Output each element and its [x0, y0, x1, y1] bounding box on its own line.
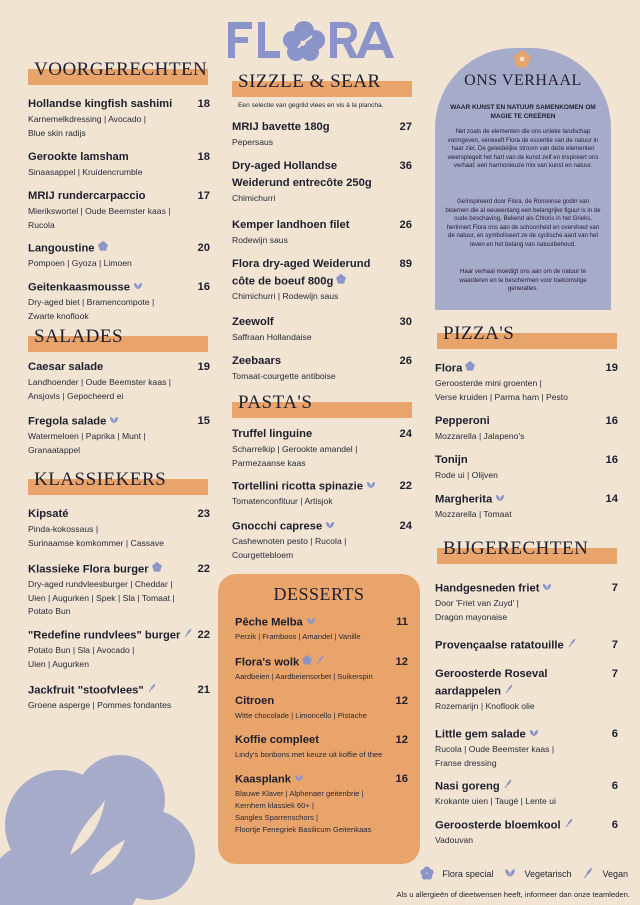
menu-item — [28, 149, 210, 180]
vegetarian-icon — [294, 771, 304, 788]
menu-item-name — [28, 96, 172, 113]
menu-item — [435, 452, 618, 483]
pizzas-title: PIZZA'S — [443, 323, 515, 344]
menu-item — [28, 682, 210, 713]
menu-item-description: Cashewnoten pesto | Rucola | — [232, 536, 347, 547]
menu-item-name — [435, 778, 513, 795]
menu-item-description: Uien | Augurken — [28, 658, 89, 669]
menu-item-name — [235, 732, 319, 749]
vegetarian-icon — [325, 518, 335, 535]
legend-special-label: Flora special — [442, 869, 494, 879]
menu-item-price: 7 — [611, 668, 618, 680]
menu-item-name-text: Pêche Melba — [235, 616, 303, 629]
menu-item-price: 89 — [399, 258, 412, 270]
menu-item — [28, 627, 210, 671]
vegan-icon — [183, 627, 193, 644]
menu-item-price: 16 — [395, 773, 408, 785]
menu-item-name-text: Geroosterde bloemkool — [435, 819, 561, 832]
vegetarian-icon — [504, 868, 516, 880]
menu-item-name-text: Flora — [435, 362, 463, 375]
menu-item-description: Karnemelkdressing | Avocado | — [28, 114, 146, 124]
menu-item-name — [232, 518, 335, 535]
menu-item — [235, 693, 408, 722]
menu-item-description: Kernhem klassiek 60+ | — [235, 801, 315, 811]
about-subtitle: WAAR KUNST EN NATUUR SAMENKOMEN OM MAGIE TE CREËREN — [450, 104, 596, 120]
menu-item-description: Mozzarella | Tomaat — [435, 509, 512, 520]
menu-item-price: 22 — [399, 480, 412, 492]
vegetarian-icon — [529, 726, 539, 743]
vegan-icon — [567, 637, 577, 654]
menu-item-description: Sangles Sparrenschors | — [235, 813, 319, 823]
menu-item-description: Aardbeien | Aardbeiensorbet | Suikerspin — [235, 672, 373, 682]
vegetarian-icon — [542, 580, 552, 597]
menu-item-name — [28, 682, 157, 699]
menu-item-price: 26 — [399, 355, 412, 367]
section-klassiekers-heading — [28, 469, 208, 495]
menu-item — [435, 413, 618, 444]
menu-item-name — [435, 817, 574, 834]
menu-item-name — [435, 452, 468, 469]
menu-item — [435, 360, 618, 404]
menu-item — [28, 561, 210, 619]
menu-item-name — [435, 360, 475, 377]
menu-item-price: 7 — [611, 582, 618, 594]
menu-item-name — [232, 256, 370, 290]
menu-item-name-text: Handgesneden friet — [435, 582, 540, 595]
menu-item-name-text: Dry-aged Hollandse — [232, 160, 338, 172]
menu-item-name — [28, 413, 119, 430]
menu-item — [28, 188, 210, 232]
menu-item-description: Groene asperge | Pommes fondantes — [28, 700, 172, 711]
menu-item-description: Courgettebloem — [232, 549, 294, 560]
flora-special-icon — [336, 273, 346, 290]
menu-item-name-text: Gerookte lamsham — [28, 151, 129, 163]
menu-item-price: 24 — [399, 520, 412, 532]
menu-item — [232, 314, 412, 345]
salades-title: SALADES — [34, 326, 124, 347]
menu-item-description: Franse dressing — [435, 757, 497, 768]
menu-item-price: 17 — [197, 190, 210, 202]
menu-item — [28, 506, 210, 550]
menu-item-name — [235, 654, 325, 671]
menu-item-description: Rucola — [28, 219, 55, 230]
menu-item-name-text: Zeewolf — [232, 316, 274, 328]
menu-item-description: Mozzarella | Jalapeno's — [435, 431, 525, 441]
menu-item-name-text: Tonijn — [435, 454, 468, 466]
menu-item-description: Blue skin radijs — [28, 127, 86, 138]
menu-item-name-text: Provençaalse ratatouille — [435, 639, 564, 652]
menu-item — [235, 654, 408, 683]
menu-item-price: 24 — [399, 428, 412, 440]
menu-item-name-text: MRIJ rundercarpaccio — [28, 190, 146, 202]
menu-item — [232, 478, 412, 509]
menu-item-name — [28, 149, 129, 166]
menu-item-name-text: Little gem salade — [435, 728, 526, 741]
section-pizzas-heading — [437, 323, 617, 349]
menu-item-name-text: Pepperoni — [435, 415, 490, 427]
menu-item-name — [435, 580, 552, 597]
menu-item — [435, 778, 618, 809]
menu-item-description: Blauwe Klaver | Alphenaer geitenbrie | — [235, 789, 364, 799]
menu-item-description: Geroosterde mini groenten | — [435, 378, 542, 389]
menu-item-name-line2: côte de boeuf 800g — [232, 275, 334, 288]
section-sizzle-heading — [232, 71, 412, 97]
menu-item — [28, 413, 210, 457]
menu-item-description: Surinaamse komkommer | Cassave — [28, 537, 164, 548]
menu-item — [232, 518, 412, 562]
menu-item — [232, 158, 412, 206]
menu-item-description: Rodewijn saus — [232, 235, 288, 245]
menu-item-name-text: Caesar salade — [28, 361, 104, 373]
menu-item-name — [28, 506, 68, 523]
vegetarian-icon — [109, 413, 119, 430]
menu-item-price: 21 — [197, 684, 210, 696]
menu-item-name — [28, 279, 143, 296]
menu-item-name — [232, 158, 372, 192]
menu-item-description: Chimichurri | Rodewijn saus — [232, 291, 339, 302]
menu-item-price: 20 — [197, 242, 210, 254]
menu-item-name-text: Flora's wolk — [235, 656, 300, 669]
menu-item-description: Landhoender | Oude Beemster kaas | — [28, 377, 172, 387]
menu-item-description: Dragon mayonaise — [435, 611, 508, 622]
menu-item-price: 12 — [395, 734, 408, 746]
menu-item-description: Mierikswortel | Oude Beemster kaas | — [28, 206, 171, 216]
menu-item-price: 30 — [399, 316, 412, 328]
menu-item-description: Parmezaanse kaas — [232, 457, 306, 468]
menu-item-description: Rode ui | Olijven — [435, 470, 498, 480]
menu-item-price: 16 — [197, 281, 210, 293]
menu-item-price: 6 — [611, 819, 618, 831]
menu-item-name — [435, 491, 505, 508]
menu-item-price: 6 — [611, 780, 618, 792]
menu-item-name — [435, 413, 490, 430]
sizzle-intro: Een selectie van gegrild vlees en vis à la plancha. — [238, 102, 384, 109]
legend-vegan-label: Vegan — [602, 869, 628, 879]
legend-vegetarian-label: Vegetarisch — [524, 869, 572, 879]
menu-item — [435, 637, 618, 654]
menu-item-description: Perzik | Framboos | Amandel | Vanille — [235, 632, 361, 642]
menu-item-price: 18 — [197, 151, 210, 163]
menu-item-price: 27 — [399, 121, 412, 133]
menu-item — [435, 817, 618, 848]
small-flower-icon — [513, 50, 531, 68]
menu-item-name-text: Kipsaté — [28, 508, 69, 520]
menu-item-description: Dry-aged biet | Bramencompote | — [28, 297, 155, 308]
pastas-title: PASTA'S — [238, 392, 313, 413]
menu-item — [28, 359, 210, 403]
menu-item-name — [28, 240, 108, 257]
flora-special-icon — [98, 240, 108, 257]
menu-item-name-text: MRIJ bavette 180g — [232, 121, 330, 133]
flora-logo — [226, 18, 406, 64]
menu-item-name — [28, 359, 103, 376]
menu-item-description: Pinda-kokossaus | — [28, 524, 99, 534]
menu-item-description: Vadouvan — [435, 835, 474, 846]
menu-item-price: 6 — [611, 728, 618, 740]
menu-item-description: Verse kruiden | Parma ham | Pesto — [435, 391, 568, 402]
menu-item — [435, 580, 618, 624]
menu-item-description: Rucola | Oude Beemster kaas | — [435, 744, 555, 755]
klassiekers-title: KLASSIEKERS — [34, 469, 167, 490]
menu-item-description: Ansjovis | Gepocheerd ei — [28, 390, 124, 401]
menu-item — [232, 217, 412, 248]
menu-item-name — [235, 614, 316, 631]
menu-item-name-line2: Weiderund entrecôte 250g — [232, 177, 372, 189]
menu-item-name — [232, 353, 281, 370]
menu-item-description: Potato Bun | Sla | Avocado | — [28, 645, 135, 656]
menu-item — [235, 614, 408, 643]
menu-item-name — [232, 314, 274, 331]
menu-item — [435, 491, 618, 522]
menu-item-name-text: Flora dry-aged Weiderund — [232, 258, 371, 270]
icon-legend — [417, 866, 628, 882]
menu-item-name-text: Tortellini ricotta spinazie — [232, 480, 363, 493]
menu-item — [232, 353, 412, 384]
menu-item-name-text: Zeebaars — [232, 355, 282, 367]
menu-item-name — [232, 478, 376, 495]
menu-item-name — [435, 666, 548, 700]
menu-item — [28, 240, 210, 271]
flora-special-icon — [465, 360, 475, 377]
menu-item-price: 22 — [197, 563, 210, 575]
menu-item-name-text: Fregola salade — [28, 415, 107, 428]
section-salades-heading — [28, 326, 208, 352]
menu-item-description: Pepersaus — [232, 137, 274, 147]
menu-item-description: Floortje Fenegriek Basilicum Geitenkaas — [235, 825, 372, 835]
menu-item-price: 36 — [399, 160, 412, 172]
menu-item-name-text: Geitenkaasmousse — [28, 281, 130, 294]
menu-item-name-text: Citroen — [235, 695, 275, 707]
menu-item-name — [232, 217, 350, 234]
about-title: ONS VERHAAL — [464, 72, 582, 89]
voorgerechten-title: VOORGERECHTEN — [34, 59, 208, 80]
menu-item — [435, 726, 618, 770]
menu-item-price: 18 — [197, 98, 210, 110]
menu-item-name — [28, 188, 146, 205]
menu-item-description: Pompoen | Gyoza | Limoen — [28, 258, 132, 269]
flora-special-icon — [152, 561, 162, 578]
menu-item-price: 16 — [605, 454, 618, 466]
menu-item-price: 19 — [605, 362, 618, 374]
menu-item-price: 22 — [197, 629, 210, 641]
menu-item-name — [28, 627, 193, 644]
about-paragraph-1: Net zoals de elementen die ons unieke landschap vormgeven, verweeft Flora de essentie van de natuur in haar ziel. De geleidelijke stroom van deze elementen weerspiegelt het hart van de kunst zelf en inspireert ons verhaal: een harmonieuze mix van kunst en natuur. — [447, 128, 599, 170]
menu-item-name-text: Margherita — [435, 493, 493, 506]
menu-item-name — [435, 726, 539, 743]
about-panel — [435, 48, 611, 310]
vegetarian-icon — [366, 478, 376, 495]
menu-item-name — [235, 693, 274, 710]
menu-item-price: 14 — [605, 493, 618, 505]
flora-special-icon — [420, 866, 434, 882]
menu-item — [235, 771, 408, 836]
vegan-icon — [147, 682, 157, 699]
about-paragraph-2: Geïnspireerd door Flora, de Romeinse godin van bloemen die al eeuwenlang een belangrijke figuur is in de oude beschaving. Bekend als Chloris in het Grieks, herinnert Flora ons aan de schoonheid en overvloed van de natuur, en symboliseert ze de cyclische aard van het leven en het belang van natuurbehoud. — [445, 198, 601, 248]
menu-item-description: Watermeloen | Paprika | Munt | — [28, 431, 146, 442]
section-bijgerechten-heading — [437, 538, 617, 564]
menu-item-name-text: Jackfruit "stoofvlees" — [28, 684, 144, 697]
allergy-note: Als u allergieën of dieetwensen heeft, informeer dan onze teamleden. — [396, 890, 630, 899]
menu-item — [28, 279, 210, 323]
flora-special-icon — [302, 654, 312, 671]
about-paragraph-3: Haar verhaal moedigt ons aan om de natuur te waarderen en te beschermen voor toekomstige generaties. — [459, 268, 587, 293]
vegetarian-icon — [495, 491, 505, 508]
menu-item-price: 16 — [605, 415, 618, 427]
menu-item-name-text: Hollandse kingfish sashimi — [28, 98, 173, 110]
vegetarian-icon — [133, 279, 143, 296]
menu-item-name-text: Koffie compleet — [235, 734, 319, 746]
menu-item-description: Tomatenconfituur | Artisjok — [232, 496, 333, 507]
menu-item-price: 12 — [395, 656, 408, 668]
menu-item-price: 19 — [197, 361, 210, 373]
decorative-flower-illustration — [0, 705, 200, 905]
menu-item-name-line2: aardappelen — [435, 685, 501, 698]
menu-item — [235, 732, 408, 761]
menu-item-name-text: Geroosterde Roseval — [435, 668, 548, 680]
menu-item-name — [232, 119, 330, 136]
menu-item-description: Sinaasappel | Kruidencrumble — [28, 167, 143, 177]
menu-item-price: 15 — [197, 415, 210, 427]
menu-item — [28, 96, 210, 140]
menu-item-name-text: Klassieke Flora burger — [28, 563, 149, 576]
menu-item-name — [28, 561, 162, 578]
menu-item-name-text: Kaasplank — [235, 773, 291, 786]
menu-item-description: Tomaat-courgette antiboise — [232, 371, 336, 381]
menu-item-description: Saffraan Hollandaise — [232, 332, 312, 342]
menu-item-price: 11 — [396, 616, 408, 628]
menu-item — [232, 256, 412, 304]
menu-item-description: Rozemarijn | Knoflook olie — [435, 701, 535, 712]
menu-item-name-text: Gnocchi caprese — [232, 520, 323, 533]
menu-item-description: Granaatappel — [28, 444, 81, 455]
vegan-icon — [564, 817, 574, 834]
menu-item-description: Uien | Augurken | Spek | Sla | Tomaat | — [28, 592, 175, 603]
menu-item-description: Lindy's bonbons met keuze uit koffie of thee — [235, 750, 383, 759]
menu-item — [232, 426, 412, 470]
menu-item-name-text: Langoustine — [28, 242, 95, 255]
menu-item-description: Chimichurri — [232, 193, 276, 203]
menu-item-description: Scharrelkip | Gerookte amandel | — [232, 444, 358, 454]
menu-item-price: 12 — [395, 695, 408, 707]
menu-item-description: Krokante uien | Taugé | Lente ui — [435, 796, 556, 807]
menu-item-name-text: "Redefine rundvlees" burger — [28, 629, 181, 642]
menu-item-description: Door 'Friet van Zuyd' | — [435, 598, 519, 609]
menu-item-name-text: Nasi goreng — [435, 780, 500, 793]
vegetarian-icon — [306, 614, 316, 631]
desserts-title: DESSERTS — [273, 584, 365, 604]
vegan-icon — [315, 654, 325, 671]
vegan-icon — [582, 867, 594, 881]
menu-item-price: 7 — [611, 639, 618, 651]
menu-item-name — [232, 426, 312, 443]
menu-item-name — [235, 771, 304, 788]
sizzle-title: SIZZLE & SEAR — [238, 71, 381, 92]
menu-item-price: 23 — [197, 508, 210, 520]
menu-item-name — [435, 637, 577, 654]
menu-item — [435, 666, 618, 714]
bijgerechten-title: BIJGERECHTEN — [443, 538, 589, 559]
menu-item-description: Zwarte knoflook — [28, 310, 89, 321]
vegan-icon — [504, 683, 514, 700]
menu-item-description: Potato Bun — [28, 606, 71, 617]
section-voorgerechten-heading — [28, 59, 208, 85]
section-pastas-heading — [232, 392, 412, 418]
menu-item — [232, 119, 412, 150]
vegan-icon — [503, 778, 513, 795]
menu-item-name-text: Truffel linguine — [232, 428, 313, 440]
menu-item-description: Witte chocolade | Limoncello | Pistache — [235, 711, 367, 720]
menu-item-description: Dry-aged rundvleesburger | Cheddar | — [28, 579, 173, 590]
menu-item-price: 26 — [399, 219, 412, 231]
menu-item-name-text: Kemper landhoen filet — [232, 219, 350, 231]
